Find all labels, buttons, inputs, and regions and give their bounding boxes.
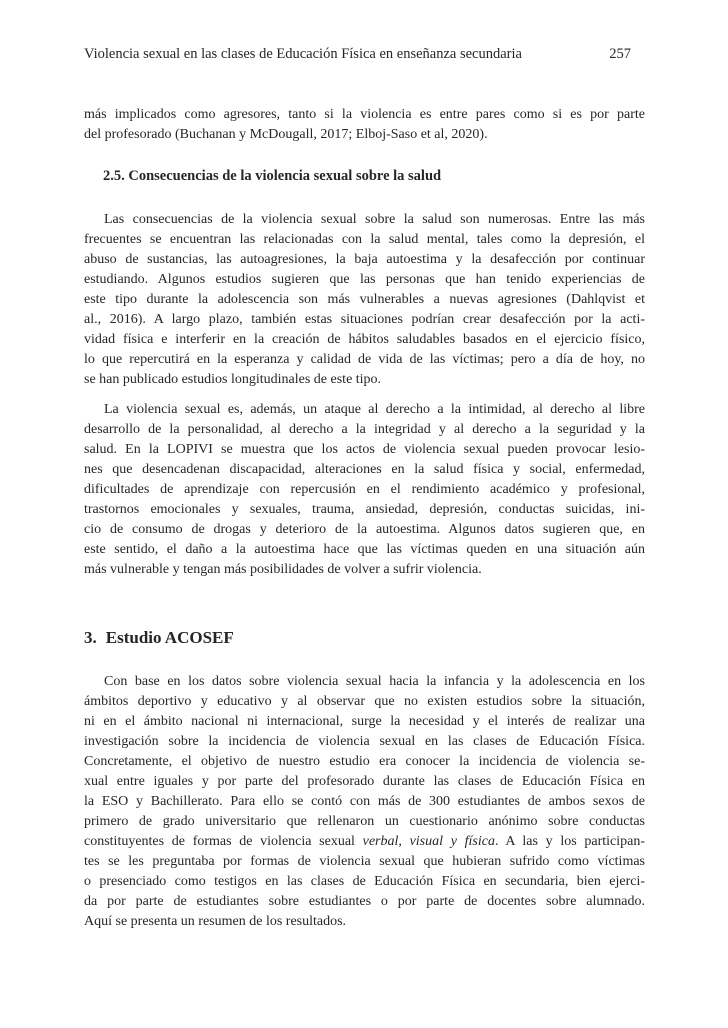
section-heading-2-5: 2.5. Consecuencias de la violencia sexual sobre la salud xyxy=(103,168,442,184)
text-line: estudiando. Algunos estudios sugieren que las personas que han tenido experiencias de xyxy=(84,272,645,287)
page-number: 257 xyxy=(609,46,631,62)
text-line: Aquí se presenta un resumen de los resultados. xyxy=(84,914,347,929)
text-line: Concretamente, el objetivo de nuestro estudio era conocer la incidencia de violencia se- xyxy=(84,754,645,769)
text-line: se han publicado estudios longitudinales de este tipo. xyxy=(84,372,382,387)
text-line: lo que repercutirá en la esperanza y calidad de vida de las víctimas; pero a día de hoy, no xyxy=(84,352,645,367)
text-line: constituyentes de formas de violencia sexual verbal, visual y física. A las y los participan- xyxy=(84,834,645,849)
text-line: trastornos emocionales y sexuales, trauma, ansiedad, depresión, conductas suicidas, ini- xyxy=(84,502,645,517)
text-line: dificultades de aprendizaje con repercusión en el rendimiento académico y profesional, xyxy=(84,482,645,497)
section-heading-3 xyxy=(84,625,645,651)
running-title: Violencia sexual en las clases de Educación Física en enseñanza secundaria xyxy=(84,46,522,62)
text-line: primero de grado universitario que rellenaron un cuestionario anónimo sobre conductas xyxy=(84,814,645,829)
text-line: salud. En la LOPIVI se muestra que los actos de violencia sexual pueden provocar lesio- xyxy=(84,442,645,457)
text-line: da por parte de estudiantes sobre estudiantes o por parte de docentes sobre alumnado. xyxy=(84,894,645,909)
text-line: investigación sobre la incidencia de violencia sexual en las clases de Educación Física. xyxy=(84,734,645,749)
text-line: del profesorado (Buchanan y McDougall, 2017; Elboj-Saso et al, 2020). xyxy=(84,127,488,142)
text-line: xual entre iguales y por parte del profesorado durante las clases de Educación Física en xyxy=(84,774,645,789)
text-line: cio de consumo de drogas y deterioro de la autoestima. Algunos datos sugieren que, en xyxy=(84,522,645,537)
text-line: más implicados como agresores, tanto si la violencia es entre pares como si es por parte xyxy=(84,107,645,122)
text-line: al., 2016). A largo plazo, también estas situaciones podrían crear desafección por la acti- xyxy=(84,312,645,327)
text-line: nes que desencadenan discapacidad, alteraciones en la salud física y social, enfermedad, xyxy=(84,462,645,477)
text-line: la ESO y Bachillerato. Para ello se contó con más de 300 estudiantes de ambos sexos de xyxy=(84,794,645,809)
text-line: abuso de sustancias, las autoagresiones, la baja autoestima y la desafección por continuar xyxy=(84,252,645,267)
paragraph-acosef-study xyxy=(84,672,645,932)
section-title: Estudio ACOSEF xyxy=(105,628,234,647)
page-body xyxy=(84,105,645,932)
text-line: frecuentes se encuentran las relacionadas con la salud mental, tales como la depresión, el xyxy=(84,232,645,247)
italic-text: verbal, visual y física xyxy=(362,834,495,849)
text-line: Con base en los datos sobre violencia sexual hacia la infancia y la adolescencia en los xyxy=(104,674,645,689)
text-line: vidad física e interferir en la creación de hábitos saludables basados en el ejercicio físico, xyxy=(84,332,645,347)
paragraph-rights-lopivi xyxy=(84,400,645,580)
page-header xyxy=(84,44,645,64)
text-line: tes se les preguntaba por formas de violencia sexual que hubieran sufrido como víctimas xyxy=(84,854,645,869)
text-line: este tipo durante la adolescencia son más vulnerables a nuevas agresiones (Dahlqvist et xyxy=(84,292,645,307)
text-line: La violencia sexual es, además, un ataque al derecho a la intimidad, al derecho al libre xyxy=(104,402,645,417)
paragraph-health-consequences xyxy=(84,210,645,390)
text-line: este sentido, el daño a la autoestima hace que las víctimas queden en una situación aún xyxy=(84,542,645,557)
section-number: 3. xyxy=(84,628,97,647)
text-line: ámbitos deportivo y educativo y al observar que no existen estudios sobre la situación, xyxy=(84,694,645,709)
text-line: Las consecuencias de la violencia sexual sobre la salud son numerosas. Entre las más xyxy=(104,212,645,227)
text-line: desarrollo de la personalidad, al derecho a la integridad y al derecho a la seguridad y la xyxy=(84,422,645,437)
text-line: o presenciado como testigos en las clases de Educación Física en secundaria, bien ejerci- xyxy=(84,874,645,889)
text-line: ni en el ámbito nacional ni internacional, surge la necesidad y el interés de realizar una xyxy=(84,714,645,729)
text-line: más vulnerable y tengan más posibilidades de volver a sufrir violencia. xyxy=(84,562,482,577)
paragraph-intro-continuation xyxy=(84,105,645,145)
